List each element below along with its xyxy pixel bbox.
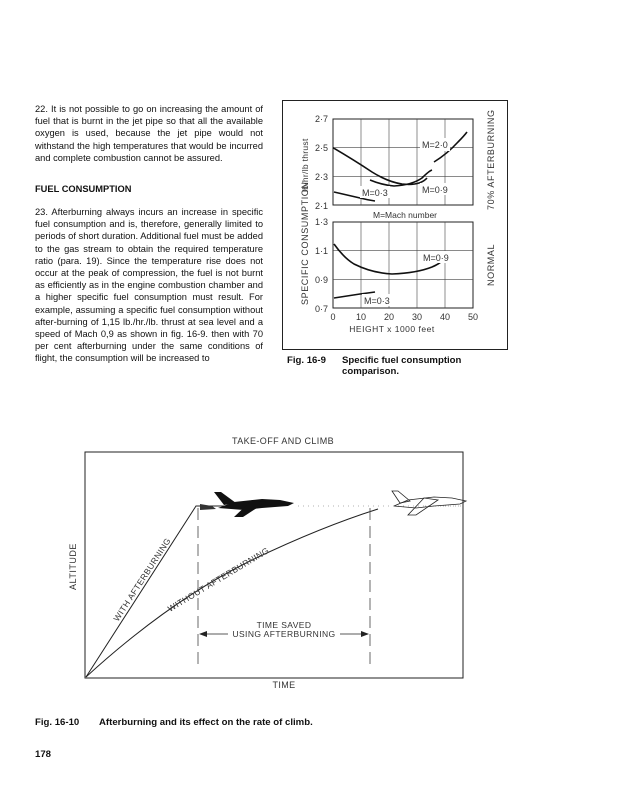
upper-gridlines <box>333 119 473 205</box>
time-saved-arrowhead-left <box>199 631 207 637</box>
time-saved-label: TIME SAVED <box>256 620 312 630</box>
lower-ytick-1.1: 1·1 <box>314 246 328 256</box>
jet-with-afterburning-icon <box>200 492 294 517</box>
with-afterburning-path <box>86 506 261 677</box>
fig-16-9-chart <box>282 100 508 350</box>
label-m0-9-lower: M=0·9 <box>423 253 449 263</box>
x-axis-title: HEIGHT x 1000 feet <box>349 324 435 334</box>
xtick-0: 0 <box>330 312 336 322</box>
upper-plot-area <box>333 119 473 205</box>
fig-16-9-caption-line1: Specific fuel consumption <box>342 355 462 366</box>
fig-16-10-diagram <box>48 432 488 694</box>
xtick-20: 20 <box>383 312 395 322</box>
paragraph-22: 22. It is not possible to go on increasing the amount of fuel that is burnt in the jet pipe so that all the available oxygen is used, because the jet pipe would not withstand the high temperatures that would be incurred and complete combustion cannot be assured. <box>35 104 263 163</box>
lower-ytick-0.7: 0·7 <box>314 304 328 314</box>
time-saved-label-2: USING AFTERBURNING <box>232 629 336 639</box>
xtick-40: 40 <box>439 312 451 322</box>
label-m0-9-upper: M=0·9 <box>422 185 448 195</box>
xtick-30: 30 <box>411 312 423 322</box>
section-heading: FUEL CONSUMPTION <box>35 184 132 194</box>
fig-16-9-caption-line2: comparison. <box>342 366 400 377</box>
y-axis-units: lb/hr/lb thrust <box>300 138 310 192</box>
lower-ytick-1.3: 1·3 <box>314 217 328 227</box>
xtick-10: 10 <box>355 312 367 322</box>
label-m0-3-lower: M=0·3 <box>364 296 390 306</box>
with-afterburning-label: WITH AFTERBURNING <box>111 535 173 624</box>
xtick-50: 50 <box>467 312 479 322</box>
afterburning-panel-label: 70% AFTERBURNING <box>486 109 496 210</box>
mach-note: M=Mach number <box>372 210 438 220</box>
fig-16-10-caption <box>35 717 313 728</box>
fig-16-10-title: TAKE-OFF AND CLIMB <box>231 436 335 446</box>
upper-ytick-2.5: 2·5 <box>314 143 328 153</box>
altitude-label: ALTITUDE <box>68 543 78 590</box>
upper-ytick-2.3: 2·3 <box>314 172 328 182</box>
page-number: 178 <box>35 749 52 760</box>
upper-ytick-2.1: 2·1 <box>314 201 328 211</box>
fig-16-10-caption-number: Fig. 16-10 <box>35 717 80 728</box>
y-axis-title: SPECIFIC CONSUMPTION <box>300 181 310 305</box>
fig-16-9-caption <box>287 355 461 377</box>
fig-16-10-caption-text: Afterburning and its effect on the rate of climb. <box>99 717 313 728</box>
fig-16-9-caption-number: Fig. 16-9 <box>287 355 326 366</box>
time-label: TIME <box>272 680 296 690</box>
label-m2-0: M=2·0 <box>422 140 448 150</box>
paragraph-23: 23. Afterburning always incurs an increase in specific fuel consumption and is, therefore, generally limited to periods of short duration. Additional fuel must be added to the gas stream to obtain the required temperature ratio (para. 19). Since the temperature rise does not occur at the peak of compression, the fuel is not burnt as efficiently as in the engine combustion chamber and a higher specific fuel consumption must result. For example, assuming a specific fuel consumption without after-burning of 1,15 lb./hr./lb. thrust at sea level and a speed of Mach 0,9 as shown in fig. 16-9. then with 70 per cent afterburning under the same conditions of flight, the consumption will be increased to <box>35 207 263 364</box>
fig-16-10-frame <box>85 452 463 678</box>
time-saved-arrowhead-right <box>361 631 369 637</box>
normal-panel-label: NORMAL <box>486 243 496 286</box>
label-m0-3-upper: M=0·3 <box>362 188 388 198</box>
jet-without-afterburning-icon <box>392 491 466 515</box>
without-afterburning-label: WITHOUT AFTERBURNING <box>165 545 271 614</box>
upper-ytick-2.7: 2·7 <box>314 114 328 124</box>
lower-ytick-0.9: 0·9 <box>314 275 328 285</box>
curve-m2-0-low <box>333 148 427 185</box>
